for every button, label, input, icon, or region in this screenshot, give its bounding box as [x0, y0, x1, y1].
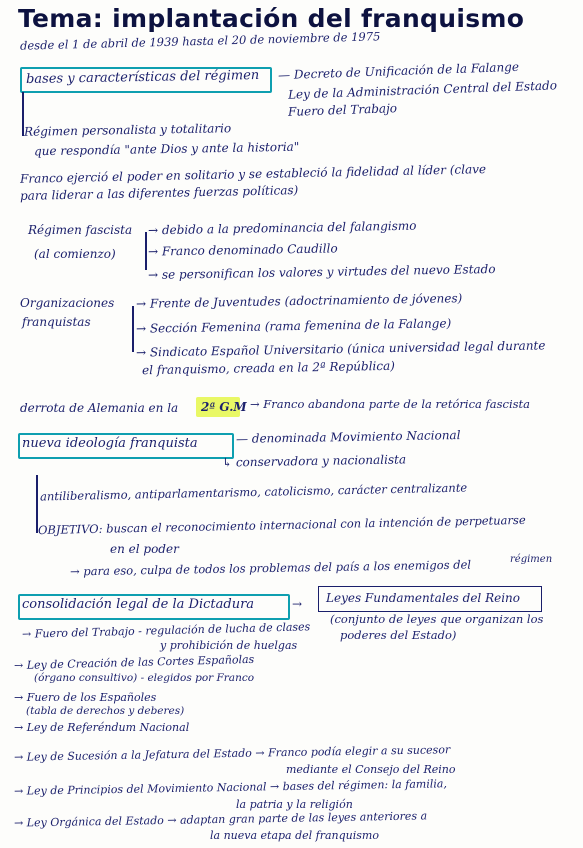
franco-line-1: Franco ejerció el poder en solitario y se estableció la fidelidad al líder (clave	[19, 162, 487, 186]
franco-line-2: para liderar a las diferentes fuerzas políticas)	[19, 183, 299, 203]
fuero-trabajo-1: → Fuero del Trabajo - regulación de lucha de clases	[21, 620, 311, 641]
bases-item-3: Fuero del Trabajo	[287, 101, 398, 119]
sucesion-2: mediante el Consejo del Reino	[286, 763, 456, 776]
objetivo-line-1: OBJETIVO: buscan el reconocimiento internacional con la intención de perpetuarse	[37, 512, 526, 538]
page-subtitle: desde el 1 de abril de 1939 hasta el 20 de noviembre de 1975	[19, 29, 381, 53]
organizaciones-bracket	[132, 306, 134, 352]
bases-item-1: — Decreto de Unificación de la Falange	[277, 59, 520, 83]
derrota-after: → Franco abandona parte de la retórica fascista	[250, 397, 531, 411]
principios-2: la patria y la religión	[236, 798, 353, 811]
derrota-highlight: 2ª G.M	[201, 400, 247, 414]
fascista-item-1: → debido a la predominancia del falangismo	[147, 218, 417, 238]
fascista-label-2: (al comienzo)	[34, 247, 116, 261]
ideologia-item-1: — denominada Movimiento Nacional	[235, 428, 461, 446]
referendum: → Ley de Referéndum Nacional	[14, 721, 190, 734]
fascista-bracket	[145, 232, 147, 270]
fascista-item-3: → se personifican los valores y virtudes del nuevo Estado	[147, 261, 496, 283]
organizaciones-item-2: → Sección Femenina (rama femenina de la Falange)	[135, 316, 452, 336]
objetivo-line-2: en el poder	[110, 542, 179, 556]
para-line: → para eso, culpa de todos los problemas del país a los enemigos del	[69, 557, 472, 579]
sucesion-1: → Ley de Sucesión a la Jefatura del Estado → Franco podía elegir a su sucesor	[13, 743, 451, 764]
cortes-2: (órgano consultivo) - elegidos por Franco	[34, 672, 255, 684]
organizaciones-label-1: Organizaciones	[20, 296, 115, 310]
derrota-text: derrota de Alemania en la	[20, 401, 179, 415]
leyes-box: Leyes Fundamentales del Reino	[326, 591, 521, 605]
fuero-trabajo-2: y prohibición de huelgas	[160, 639, 298, 652]
cortes-1: → Ley de Creación de las Cortes Españolas	[13, 652, 255, 673]
organica-1: → Ley Orgánica del Estado → adaptan gran parte de las leyes anteriores a	[13, 809, 428, 830]
organizaciones-item-1: → Frente de Juventudes (adoctrinamiento de jóvenes)	[135, 291, 463, 311]
organizaciones-item-3: → Sindicato Español Universitario (única universidad legal durante	[135, 338, 546, 360]
bases-item-2: Ley de la Administración Central del Estado	[287, 78, 558, 102]
page-title: Tema: implantación del franquismo	[18, 4, 525, 33]
bases-heading: bases y características del régimen	[25, 67, 260, 88]
espanoles-1: → Fuero de los Españoles	[14, 691, 157, 704]
ideologia-item-3: antiliberalismo, antiparlamentarismo, catolicismo, carácter centralizante	[39, 480, 468, 504]
consolidacion-heading: consolidación legal de la Dictadura	[22, 597, 255, 612]
leyes-desc-1: (conjunto de leyes que organizan los	[330, 612, 544, 626]
para-word: régimen	[510, 554, 553, 565]
principios-1: → Ley de Principios del Movimiento Nacional → bases del régimen: la familia,	[13, 777, 448, 798]
fascista-item-2: → Franco denominado Caudillo	[147, 241, 338, 259]
regimen-line-1: Régimen personalista y totalitario	[23, 121, 232, 139]
espanoles-2: (tabla de derechos y deberes)	[26, 705, 185, 717]
ideologia-heading: nueva ideología franquista	[22, 436, 198, 451]
regimen-line-2: que respondía "ante Dios y ante la historia"	[33, 139, 300, 159]
fascista-label-1: Régimen fascista	[28, 223, 133, 237]
consolidacion-arrow: →	[292, 597, 303, 611]
organizaciones-item-4: el franquismo, creada en la 2ª República)	[141, 358, 395, 378]
organica-2: la nueva etapa del franquismo	[210, 829, 379, 842]
organizaciones-label-2: franquistas	[22, 315, 91, 329]
leyes-desc-2: poderes del Estado)	[340, 628, 457, 642]
ideologia-item-2: ↳ conservadora y nacionalista	[221, 452, 407, 470]
